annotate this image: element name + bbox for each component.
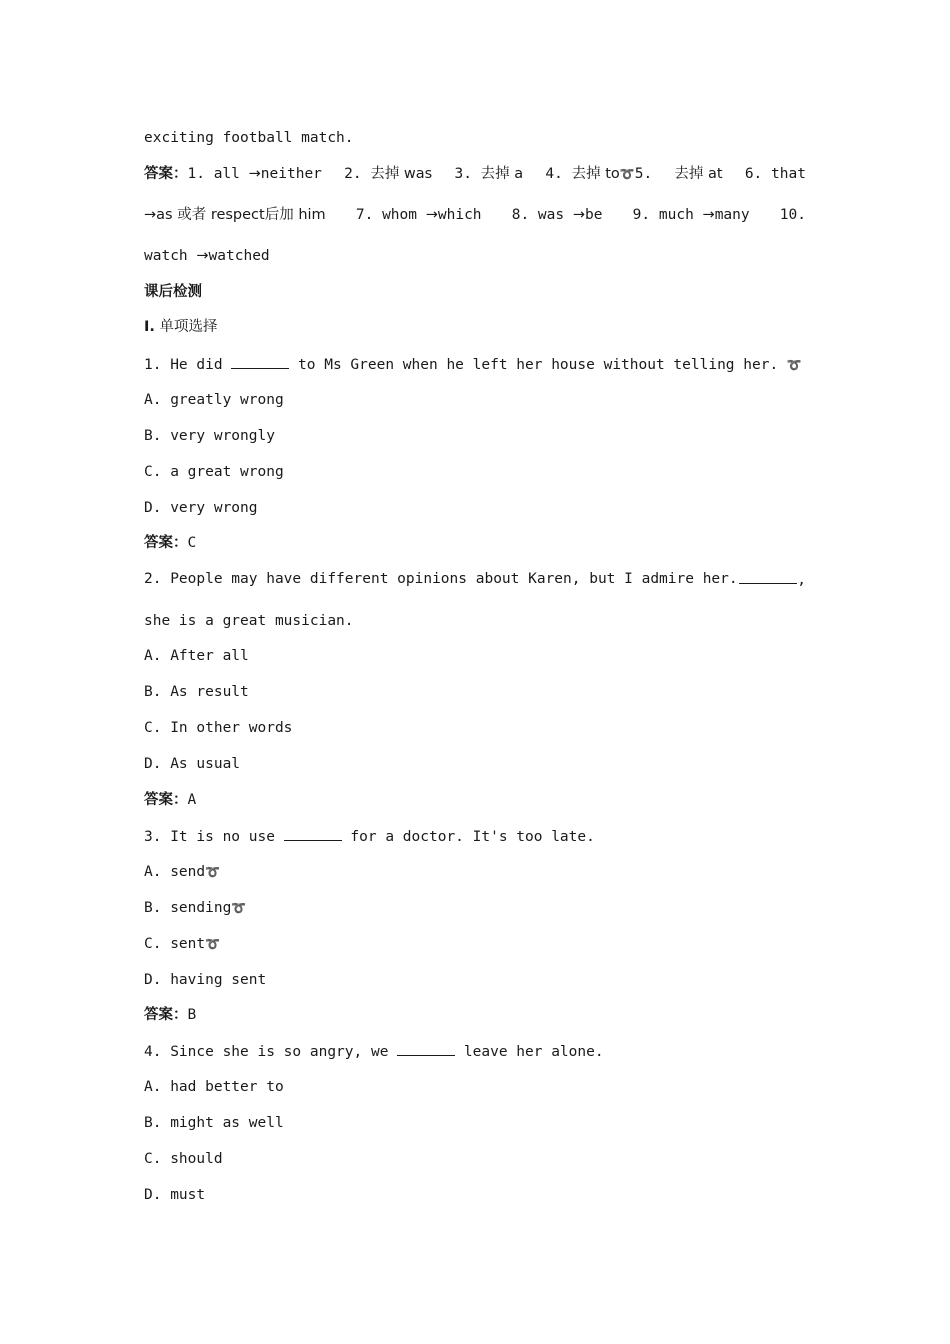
question-3-answer: 答案：B [144,1007,197,1023]
question-2-stem: 2. People may have different opinions about Karen, but I admire her. , [144,571,806,588]
question-1-stem: 1. He did to Ms Green when he left her house without telling her. ➰ [144,354,802,375]
answer-label: 答案： [144,166,188,182]
scribble-mark-icon: ➰ [786,358,802,372]
answer-blank [397,1041,455,1056]
question-4-option-c: C. should [144,1151,223,1167]
scribble-mark-icon: ➰ [205,937,221,951]
question-1-answer: 答案：C [144,535,197,551]
right-arrow-icon: → [196,248,209,264]
question-3-option-a: A. send➰ [144,864,221,880]
question-2-option-c: C. In other words [144,720,293,736]
question-2-option-a: A. After all [144,648,249,664]
question-1-option-c: C. a great wrong [144,464,284,480]
question-3-option-c: C. sent➰ [144,936,221,952]
scribble-mark-icon: ➰ [619,167,635,181]
question-2-answer: 答案：A [144,792,197,808]
question-4-option-b: B. might as well [144,1115,284,1131]
question-3-stem: 3. It is no use for a doctor. It's too late. [144,826,595,847]
right-arrow-icon: → [425,207,438,223]
continuation-line: exciting football match. [144,130,354,146]
question-3-option-b: B. sending➰ [144,900,247,916]
question-2-stem-line-2: she is a great musician. [144,613,354,629]
question-2-option-d: D. As usual [144,756,241,772]
answer-blank [231,354,289,369]
right-arrow-icon: → [144,207,157,223]
question-1-option-d: D. very wrong [144,500,258,516]
right-arrow-icon: → [248,166,261,182]
answer-blank [284,826,342,841]
section-subtitle: Ⅰ. 单项选择 [144,319,218,335]
scribble-mark-icon: ➰ [205,865,221,879]
answer-row-2: →as 或者 respect后加 him 7. whom →which 8. was →be 9. much →many 10. [144,207,806,223]
answer-row-1: 答案：1. all →neither 2. 去掉 was 3. 去掉 a 4. 去掉 to➰5. 去掉 at 6. that [144,166,806,182]
answer-row-3: watch →watched [144,248,270,264]
section-title: 课后检测 [144,284,202,300]
question-4-option-a: A. had better to [144,1079,284,1095]
answer-blank [739,569,797,584]
question-1-option-b: B. very wrongly [144,428,275,444]
question-2-option-b: B. As result [144,684,249,700]
right-arrow-icon: → [702,207,715,223]
question-4-stem: 4. Since she is so angry, we leave her alone. [144,1041,604,1062]
question-4-option-d: D. must [144,1187,206,1203]
question-3-option-d: D. having sent [144,972,267,988]
question-1-option-a: A. greatly wrong [144,392,284,408]
right-arrow-icon: → [572,207,586,223]
scribble-mark-icon: ➰ [231,901,247,915]
